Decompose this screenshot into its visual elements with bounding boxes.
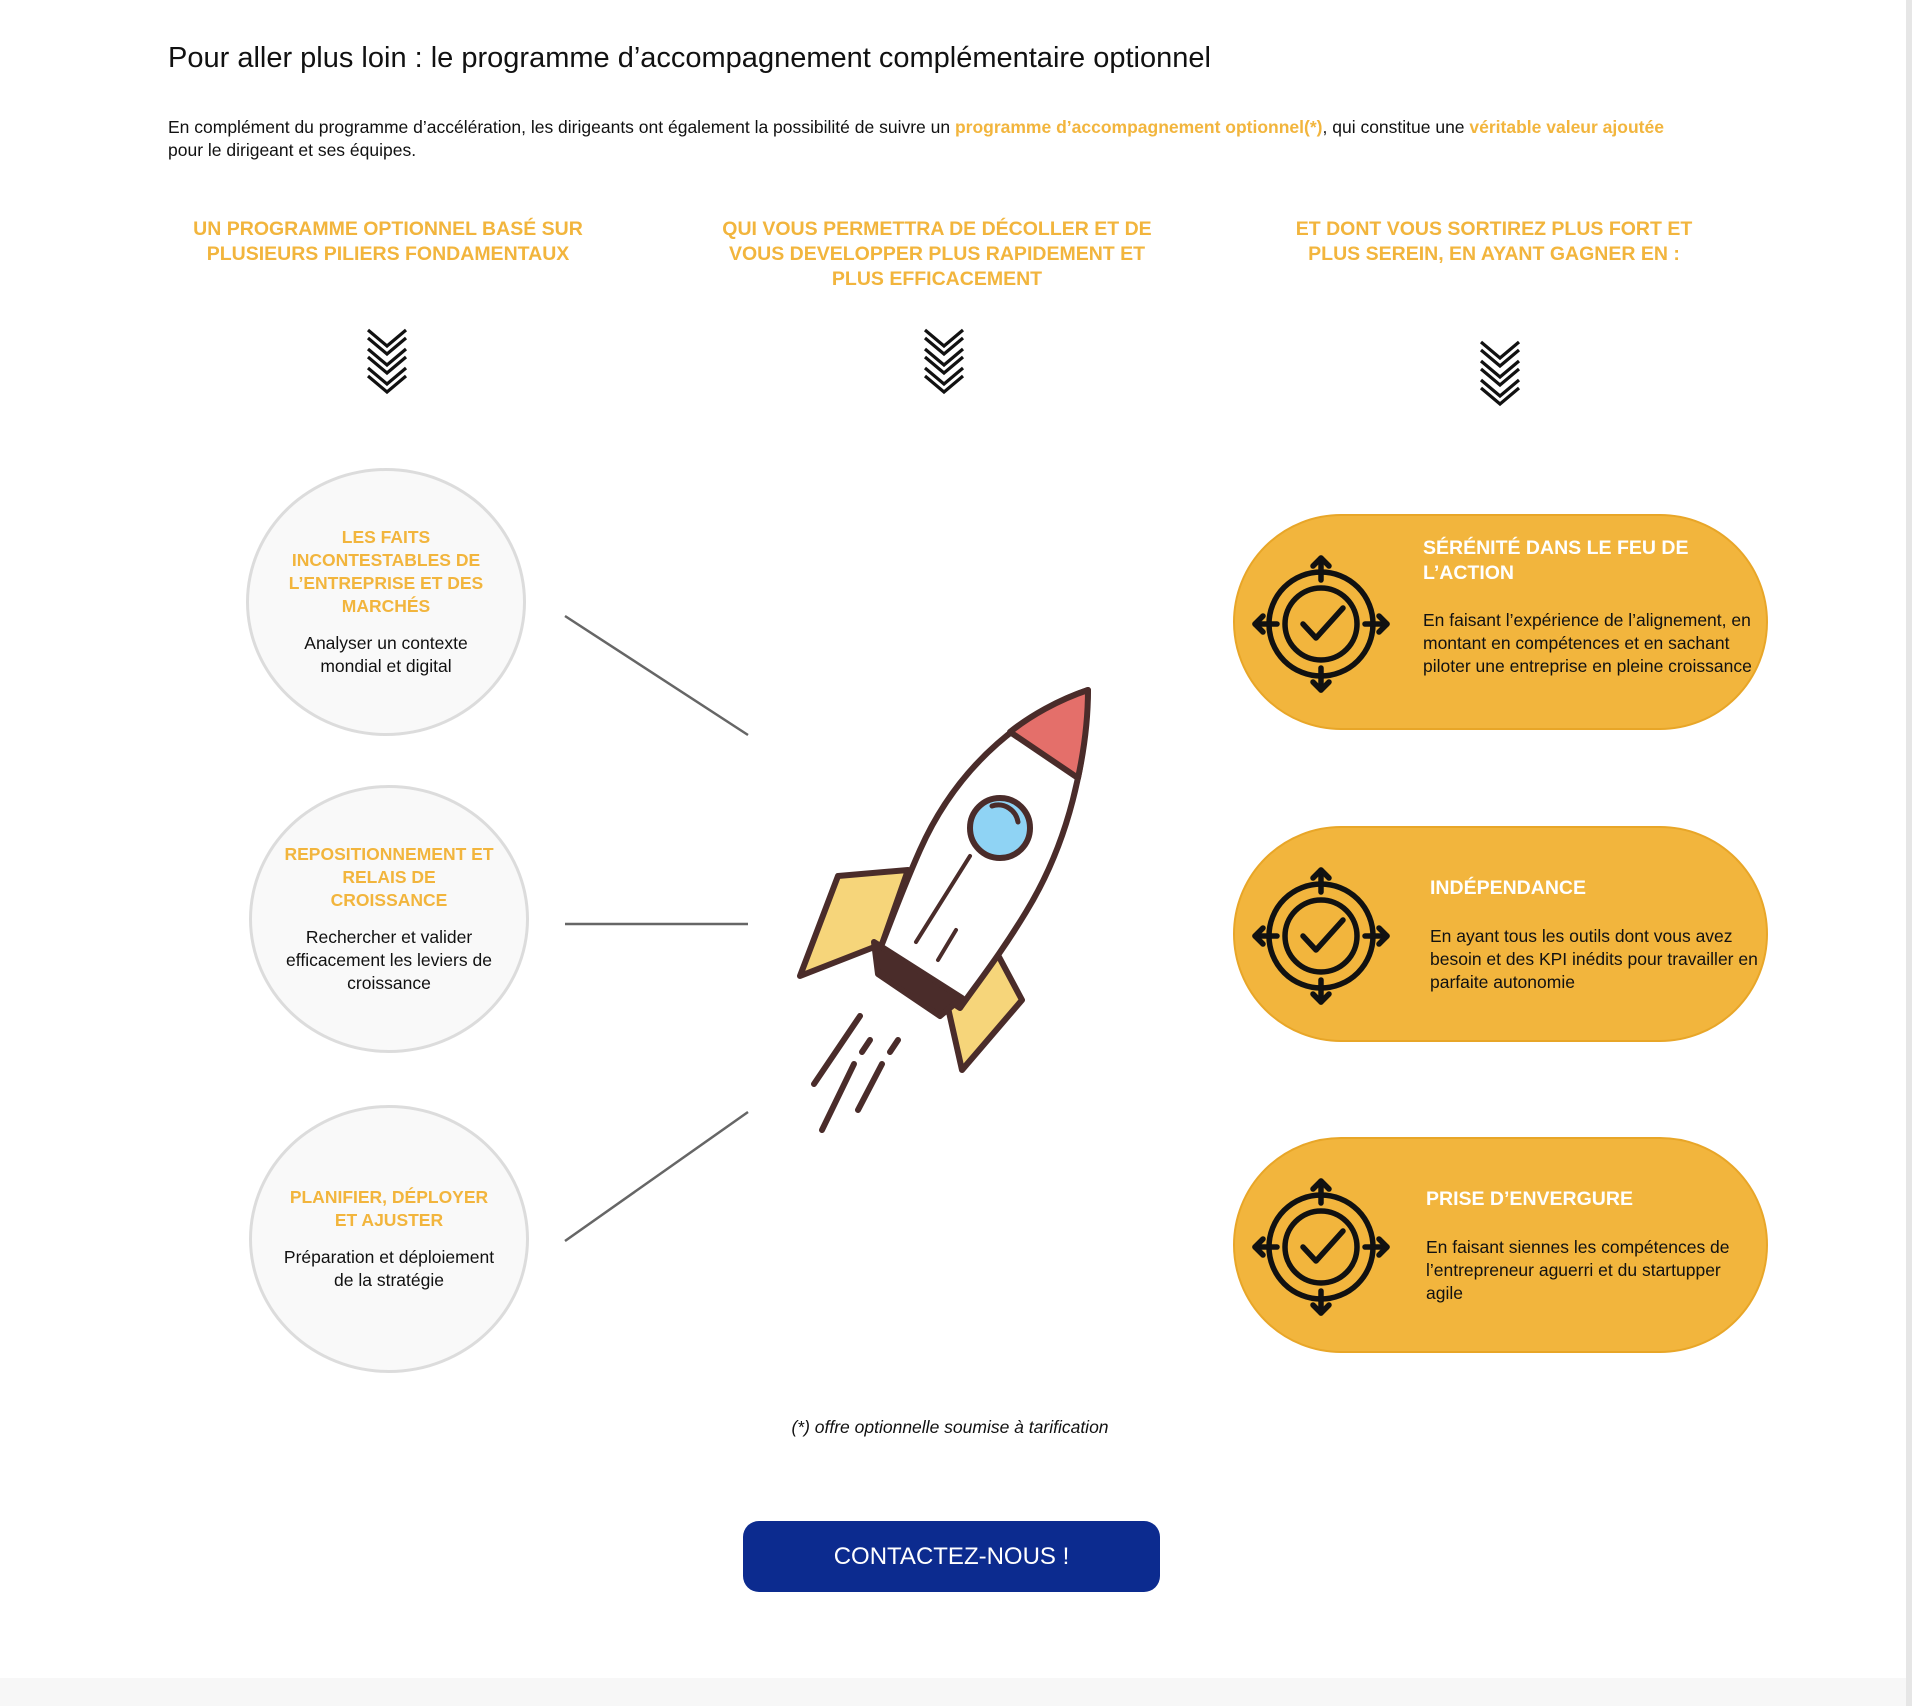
pillar-title: PLANIFIER, DÉPLOYER ET AJUSTER: [289, 1187, 489, 1230]
rocket-icon: [790, 680, 1100, 1140]
triple-chevron-down-icon: [922, 327, 966, 395]
column-heading-benefits: ET DONT VOUS SORTIREZ PLUS FORT ET PLUS SEREIN, EN AYANT GAGNER EN :: [1295, 218, 1693, 265]
triple-chevron-down-icon: [1478, 339, 1522, 407]
benefit-description: En ayant tous les outils dont vous avez besoin et des KPI inédits pour travailler en parfaite autonomie: [1430, 926, 1758, 992]
target-check-icon: [1251, 554, 1391, 694]
benefit-title: PRISE D’ENVERGURE: [1426, 1188, 1633, 1210]
connector-line: [565, 1112, 748, 1241]
pillar-circle-facts: [246, 468, 526, 736]
benefit-description: En faisant siennes les compétences de l’entrepreneur aguerri et du startupper agile: [1426, 1237, 1730, 1303]
pillar-circle-planning: [249, 1105, 529, 1373]
connector-line: [565, 616, 748, 735]
intro-text: pour le dirigeant et ses équipes.: [168, 140, 417, 160]
benefit-title: SÉRÉNITÉ DANS LE FEU DE L’ACTION: [1423, 537, 1689, 584]
intro-text: En complément du programme d’accélération, les dirigeants ont également la possibilité de suivre un: [168, 117, 955, 137]
triple-chevron-down-icon: [365, 327, 409, 395]
benefit-pill-scale: [1233, 1137, 1768, 1353]
pillar-description: Analyser un contexte mondial et digital: [304, 633, 468, 676]
intro-paragraph: [168, 116, 1748, 162]
page-scrollbar-edge: [1906, 0, 1912, 1706]
intro-text: , qui constitue une: [1322, 117, 1470, 137]
pillar-description: Rechercher et valider efficacement les leviers de croissance: [286, 927, 492, 993]
benefit-title: INDÉPENDANCE: [1430, 877, 1587, 899]
intro-highlight-added-value: véritable valeur ajoutée: [1469, 117, 1664, 137]
pillar-description: Préparation et déploiement de la stratégie: [283, 1247, 495, 1290]
column-heading-takeoff: QUI VOUS PERMETTRA DE DÉCOLLER ET DE VOUS DEVELOPPER PLUS RAPIDEMENT ET PLUS EFFICACEMENT: [722, 218, 1152, 290]
bottom-band: [0, 1678, 1912, 1706]
benefit-description: En faisant l’expérience de l’alignement, en montant en compétences et en sachant piloter une entreprise en pleine croissance: [1423, 610, 1752, 676]
footnote: (*) offre optionnelle soumise à tarification: [791, 1417, 1109, 1437]
intro-highlight-optional-program: programme d’accompagnement optionnel(*): [954, 117, 1323, 137]
pillar-title: REPOSITIONNEMENT ET RELAIS DE CROISSANCE: [284, 844, 494, 910]
pillar-circle-repositioning: [249, 785, 529, 1053]
contact-button[interactable]: CONTACTEZ-NOUS !: [743, 1521, 1160, 1592]
benefit-pill-serenity: [1233, 514, 1768, 730]
target-check-icon: [1251, 866, 1391, 1006]
page-title: Pour aller plus loin : le programme d’accompagnement complémentaire optionnel: [168, 42, 1211, 74]
target-check-icon: [1251, 1177, 1391, 1317]
pillar-title: LES FAITS INCONTESTABLES DE L’ENTREPRISE ET DES MARCHÉS: [288, 527, 484, 616]
column-heading-pillars: UN PROGRAMME OPTIONNEL BASÉ SUR PLUSIEURS PILIERS FONDAMENTAUX: [193, 218, 583, 265]
benefit-pill-independence: [1233, 826, 1768, 1042]
